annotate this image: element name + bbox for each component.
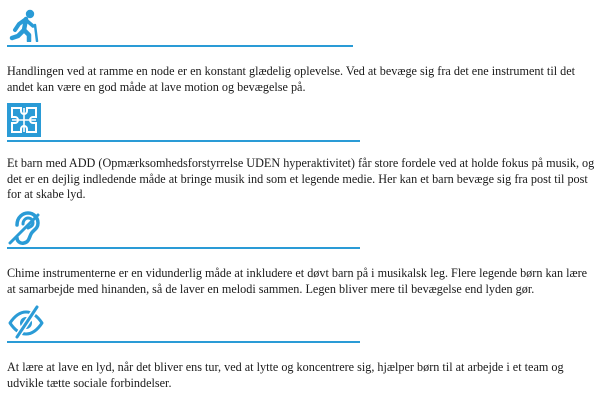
puzzle-icon [7,103,41,137]
section-text: Chime instrumenterne er en vidunderlig måde at inkludere et døvt barn på i musikalsk leg. Flere legende børn kan lære at samarbejde med hinanden, så de laver en melodi sammen. Legen bliver mere til bevægelse end lyden gør. [7,266,588,296]
section-text: At lære at lave en lyd, når det bliver ens tur, ved at lytte og koncentrere sig, hjælper børn til at arbejde i et team og udvikle tætte sociale forbindelser. [7,360,564,390]
hearing-impaired-icon [7,211,41,245]
walking-person-icon [7,8,41,42]
section-text: Et barn med ADD (Opmærksomhedsforstyrrelse UDEN hyperaktivitet) får store fordele ved at holde fokus på musik, og det er en dejlig indledende måde at bringe musik ind som et legende medie. Her kan et barn bevæge sig fra post til post for at skabe lyd. [7,156,595,201]
section-divider [7,341,360,343]
section-divider [7,45,353,47]
section-divider [7,247,360,249]
section-text: Handlingen ved at ramme en node er en konstant glædelig oplevelse. Ved at bevæge sig fra det ene instrument til det andet kan være en god måde at lave motion og bevægelse på. [7,64,576,94]
section-divider [7,140,360,142]
visually-impaired-icon [7,305,45,339]
